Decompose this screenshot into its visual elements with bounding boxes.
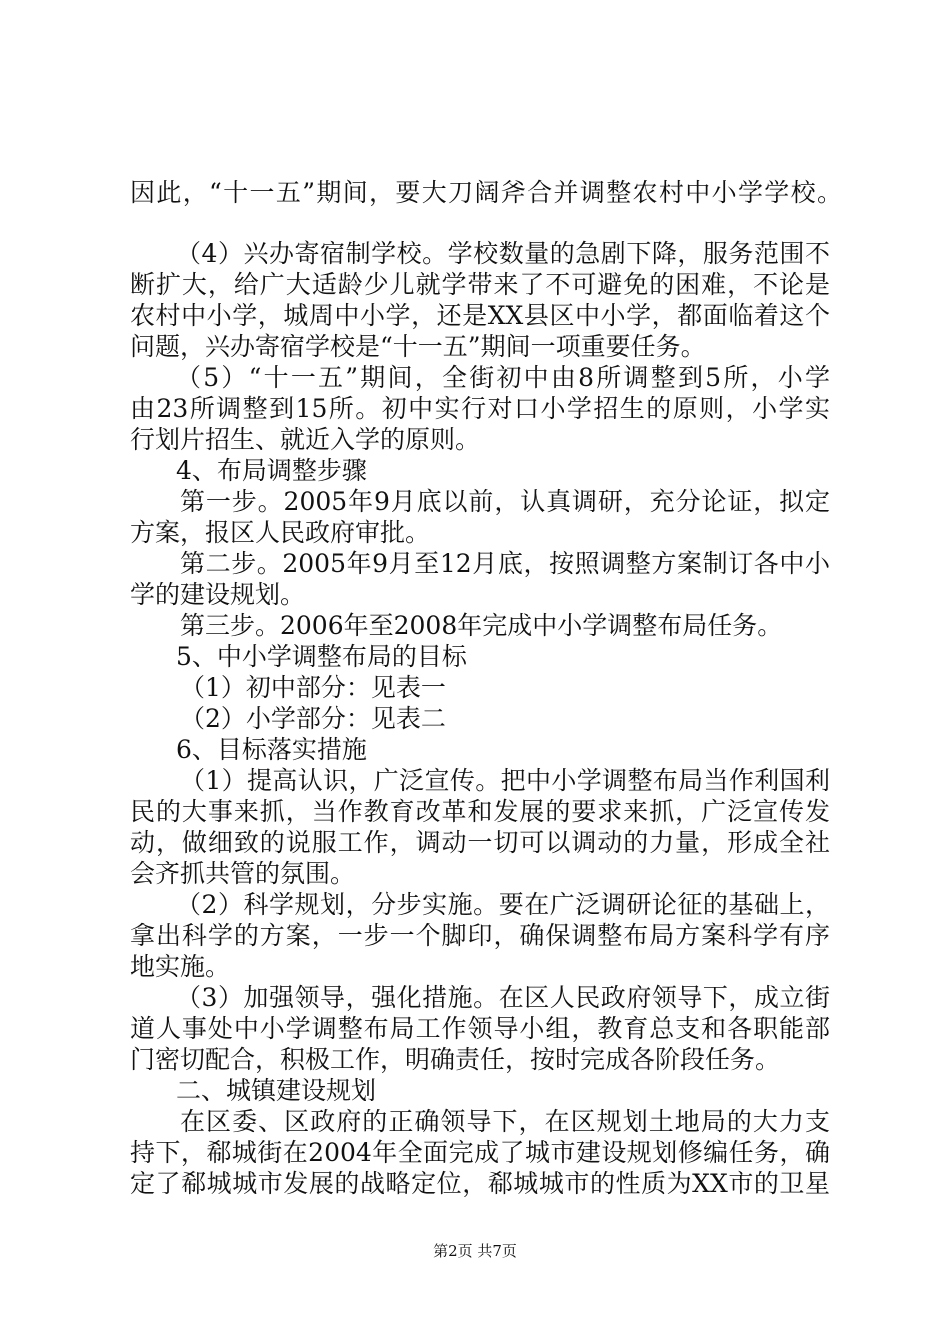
section-heading: 5、中小学调整布局的目标 <box>176 642 467 671</box>
text-line: （1）初中部分：见表一 <box>180 673 446 702</box>
page-footer: 第2页 共7页 <box>433 1242 517 1260</box>
text-line: 第三步。2006年至2008年完成中小学调整布局任务。 <box>180 611 783 640</box>
text-line: 民的大事来抓，当作教育改革和发展的要求来抓，广泛宣传发 <box>130 797 830 826</box>
text-line: 在区委、区政府的正确领导下，在区规划土地局的大力支 <box>180 1107 830 1136</box>
text-line: 道人事处中小学调整布局工作领导小组，教育总支和各职能部 <box>130 1014 830 1043</box>
section-heading: 二、城镇建设规划 <box>176 1076 377 1105</box>
text-line: 农村中小学，城周中小学，还是XX县区中小学，都面临着这个 <box>130 301 830 330</box>
text-line: 问题，兴办寄宿学校是“十一五”期间一项重要任务。 <box>130 332 706 361</box>
text-line: 第二步。2005年9月至12月底，按照调整方案制订各中小 <box>180 549 830 578</box>
section-heading: 6、目标落实措施 <box>176 735 367 764</box>
text-line: （3）加强领导，强化措施。在区人民政府领导下，成立街 <box>176 983 830 1012</box>
text-line: 定了郗城城市发展的战略定位，郗城城市的性质为XX市的卫星 <box>130 1169 830 1198</box>
text-line: （2）科学规划，分步实施。要在广泛调研论征的基础上， <box>176 890 830 919</box>
text-line: （2）小学部分：见表二 <box>180 704 446 733</box>
text-line: 拿出科学的方案，一步一个脚印，确保调整布局方案科学有序 <box>130 921 830 950</box>
text-line: 持下，郗城街在2004年全面完成了城市建设规划修编任务，确 <box>130 1138 830 1167</box>
text-line: （4）兴办寄宿制学校。学校数量的急剧下降，服务范围不 <box>176 239 830 268</box>
text-line: 门密切配合，积极工作，明确责任，按时完成各阶段任务。 <box>130 1045 781 1074</box>
text-line: 学的建设规划。 <box>130 580 306 609</box>
text-line: 由23所调整到15所。初中实行对口小学招生的原则，小学实 <box>130 394 830 423</box>
text-line: 断扩大，给广大适龄少儿就学带来了不可避免的困难，不论是 <box>130 270 830 299</box>
text-line: 因此，“十一五”期间，要大刀阔斧合并调整农村中小学学校。 <box>130 178 842 207</box>
text-line: （1）提高认识，广泛宣传。把中小学调整布局当作利国利 <box>180 766 830 795</box>
text-line: （5）“十一五”期间，全街初中由8所调整到5所，小学 <box>176 363 830 392</box>
text-line: 会齐抓共管的氛围。 <box>130 859 356 888</box>
text-line: 地实施。 <box>130 952 231 981</box>
text-line: 第一步。2005年9月底以前，认真调研，充分论证，拟定 <box>180 487 830 516</box>
text-line: 方案，报区人民政府审批。 <box>130 518 431 547</box>
text-line: 动，做细致的说服工作，调动一切可以调动的力量，形成全社 <box>130 828 830 857</box>
text-line: 行划片招生、就近入学的原则。 <box>130 425 481 454</box>
section-heading: 4、布局调整步骤 <box>176 456 367 485</box>
